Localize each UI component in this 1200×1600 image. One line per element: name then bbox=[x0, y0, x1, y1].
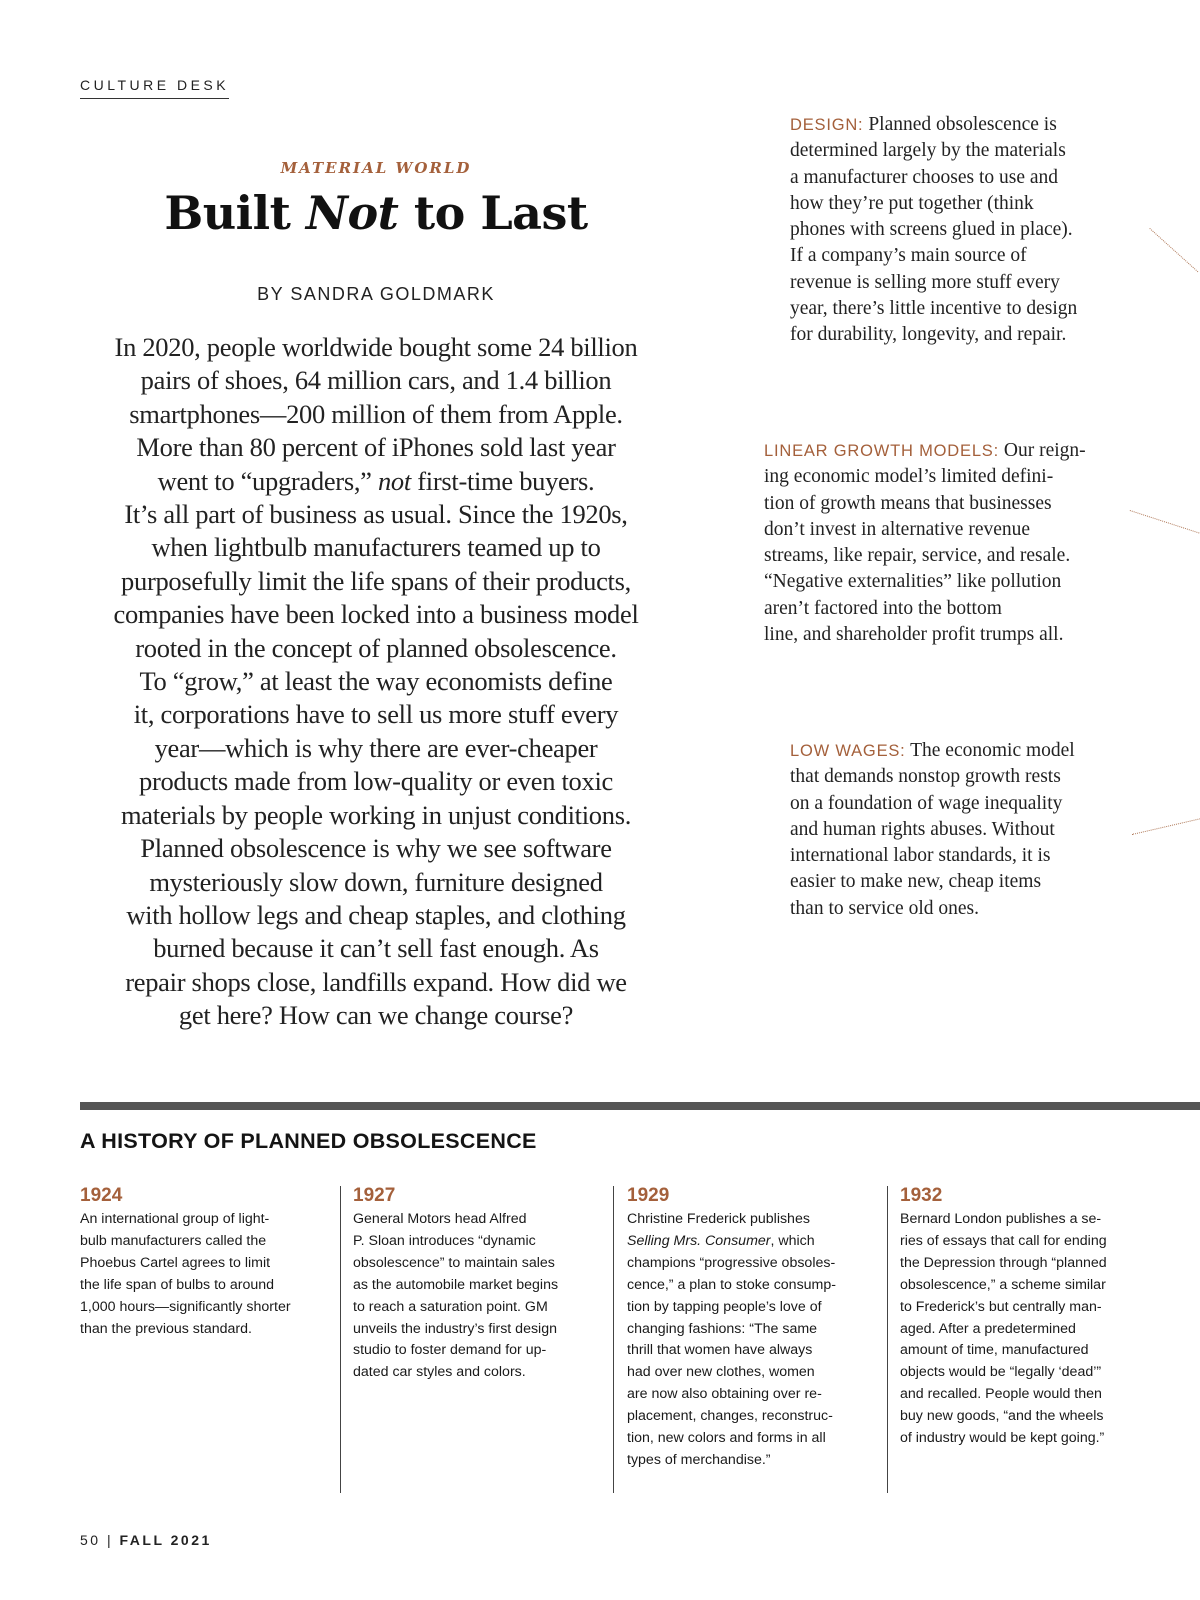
timeline-heading: A HISTORY OF PLANNED OBSOLESCENCE bbox=[80, 1129, 537, 1153]
event-line: aged. After a predetermined bbox=[900, 1320, 1076, 1337]
byline: BY SANDRA GOLDMARK bbox=[257, 284, 495, 304]
intro-line: To “grow,” at least the way economists define bbox=[139, 666, 613, 697]
leader-line bbox=[1130, 510, 1200, 534]
intro-line: rooted in the concept of planned obsolescence. bbox=[135, 632, 617, 663]
intro-paragraph bbox=[80, 331, 672, 1033]
event-line: Christine Frederick publishes bbox=[627, 1211, 810, 1227]
intro-line-end: first-time buyers. bbox=[410, 465, 595, 496]
event-line: to reach a saturation point. GM bbox=[353, 1298, 548, 1315]
event-line: of industry would be kept going.” bbox=[900, 1430, 1105, 1447]
event-line: types of merchandise.” bbox=[627, 1451, 771, 1468]
event-line: studio to foster demand for up- bbox=[353, 1342, 547, 1359]
callout-design bbox=[790, 112, 1077, 349]
callout-lead: DESIGN: bbox=[790, 116, 864, 134]
event-line: amount of time, manufactured bbox=[900, 1342, 1089, 1359]
event-text bbox=[900, 1209, 1148, 1450]
intro-line: It’s all part of business as usual. Since the 1920s, bbox=[124, 499, 628, 530]
callout-line: revenue is selling more stuff every bbox=[790, 271, 1060, 293]
intro-line: with hollow legs and cheap staples, and clothing bbox=[126, 899, 626, 930]
callout-line bbox=[790, 112, 1077, 138]
event-line: as the automobile market begins bbox=[353, 1276, 559, 1293]
event-line: tion by tapping people’s love of bbox=[627, 1298, 822, 1315]
column-divider bbox=[340, 1186, 341, 1493]
intro-line: it, corporations have to sell us more stuff every bbox=[133, 699, 619, 730]
intro-emphasis: not bbox=[377, 465, 411, 496]
column-divider bbox=[887, 1186, 888, 1493]
callout-line: that demands nonstop growth rests bbox=[790, 766, 1061, 788]
event-line: the Depression through “planned bbox=[900, 1254, 1107, 1271]
event-line: unveils the industry’s first design bbox=[353, 1320, 557, 1337]
page-number: 50 bbox=[80, 1532, 101, 1548]
section-divider bbox=[80, 1102, 1200, 1110]
event-line: dated car styles and colors. bbox=[353, 1364, 526, 1381]
event-line: obsolescence,” a scheme similar bbox=[900, 1276, 1106, 1293]
intro-line: burned because it can’t sell fast enough. As bbox=[153, 933, 599, 964]
event-line: had over new clothes, women bbox=[627, 1364, 815, 1381]
callout-text: The economic model bbox=[905, 740, 1075, 761]
event-line: An international group of light- bbox=[80, 1211, 270, 1227]
intro-line: when lightbulb manufacturers teamed up to bbox=[151, 532, 601, 563]
event-text bbox=[353, 1209, 601, 1384]
page-footer bbox=[80, 1532, 212, 1548]
event-line: and recalled. People would then bbox=[900, 1386, 1102, 1403]
timeline-event bbox=[353, 1185, 601, 1384]
callout-line: If a company’s main source of bbox=[790, 245, 1027, 267]
callout-line: ing economic model’s limited defini- bbox=[764, 466, 1054, 488]
callout-line: determined largely by the materials bbox=[790, 140, 1066, 162]
event-year: 1924 bbox=[80, 1185, 123, 1206]
timeline-event bbox=[80, 1185, 328, 1340]
event-line: bulb manufacturers called the bbox=[80, 1232, 267, 1249]
event-line: 1,000 hours—significantly shorter bbox=[80, 1298, 291, 1315]
issue-label: FALL 2021 bbox=[119, 1532, 212, 1548]
intro-line: products made from low-quality or even toxic bbox=[139, 766, 613, 797]
intro-line: smartphones—200 million of them from Apple. bbox=[129, 398, 623, 429]
event-line: than the previous standard. bbox=[80, 1320, 252, 1337]
book-title: Selling Mrs. Consumer bbox=[627, 1232, 771, 1249]
column-divider bbox=[613, 1186, 614, 1493]
callout-line bbox=[790, 738, 1075, 764]
intro-line: companies have been locked into a business model bbox=[113, 599, 639, 630]
event-line: objects would be “legally ‘dead’” bbox=[900, 1364, 1102, 1381]
callout-line: on a foundation of wage inequality bbox=[790, 792, 1063, 814]
section-label: CULTURE DESK bbox=[80, 77, 229, 99]
intro-line: materials by people working in unjust conditions. bbox=[120, 799, 632, 830]
event-year: 1929 bbox=[627, 1185, 670, 1206]
callout-line: don’t invest in alternative revenue bbox=[764, 518, 1031, 540]
event-line: changing fashions: “The same bbox=[627, 1320, 818, 1337]
callout-lead: LINEAR GROWTH MODELS: bbox=[764, 442, 999, 460]
callout-line: how they’re put together (think bbox=[790, 192, 1034, 214]
intro-line: In 2020, people worldwide bought some 24 billion bbox=[114, 332, 638, 362]
callout-line: tion of growth means that businesses bbox=[764, 492, 1052, 514]
event-line: P. Sloan introduces “dynamic bbox=[353, 1232, 536, 1249]
event-line: buy new goods, “and the wheels bbox=[900, 1408, 1104, 1425]
event-line: to Frederick’s but centrally man- bbox=[900, 1298, 1102, 1315]
callout-line: streams, like repair, service, and resale. bbox=[764, 545, 1071, 567]
timeline-event bbox=[900, 1185, 1148, 1450]
headline bbox=[80, 186, 672, 240]
callout-line: year, there’s little incentive to design bbox=[790, 298, 1078, 320]
callout-line: easier to make new, cheap items bbox=[790, 871, 1042, 893]
intro-line-start: went to “upgraders,” bbox=[157, 465, 378, 496]
event-line: Bernard London publishes a se- bbox=[900, 1211, 1102, 1227]
callout-linear-growth bbox=[764, 438, 1086, 648]
intro-line: purposefully limit the life spans of their products, bbox=[121, 565, 631, 596]
headline-end: to Last bbox=[413, 186, 588, 240]
callout-line: for durability, longevity, and repair. bbox=[790, 324, 1067, 346]
kicker: MATERIAL WORLD bbox=[280, 159, 472, 177]
leader-line bbox=[1132, 818, 1200, 835]
callout-lead: LOW WAGES: bbox=[790, 742, 906, 760]
leader-line bbox=[1149, 228, 1198, 272]
intro-line: Planned obsolescence is why we see software bbox=[140, 833, 612, 864]
callout-line: a manufacturer chooses to use and bbox=[790, 166, 1059, 188]
intro-line: get here? How can we change course? bbox=[178, 1000, 574, 1031]
callout-line: phones with screens glued in place). bbox=[790, 219, 1073, 241]
intro-line: repair shops close, landfills expand. How did we bbox=[125, 966, 627, 997]
timeline-event bbox=[627, 1185, 875, 1472]
event-line: the life span of bulbs to around bbox=[80, 1276, 275, 1293]
event-line: thrill that women have always bbox=[627, 1342, 813, 1359]
callout-low-wages bbox=[790, 738, 1075, 922]
footer-separator: | bbox=[106, 1532, 114, 1548]
event-line: General Motors head Alfred bbox=[353, 1211, 527, 1227]
event-line: placement, changes, reconstruc- bbox=[627, 1408, 833, 1425]
event-text bbox=[80, 1209, 328, 1340]
callout-line: international labor standards, it is bbox=[790, 845, 1051, 867]
event-line: Phoebus Cartel agrees to limit bbox=[80, 1254, 271, 1271]
intro-line: year—which is why there are ever-cheaper bbox=[154, 732, 598, 763]
intro-line: mysteriously slow down, furniture designed bbox=[149, 866, 603, 897]
event-line: champions “progressive obsoles- bbox=[627, 1254, 836, 1271]
headline-italic: Not bbox=[305, 186, 399, 240]
callout-line bbox=[764, 438, 1086, 464]
callout-text: Our reign- bbox=[999, 440, 1086, 461]
event-line: are now also obtaining over re- bbox=[627, 1386, 822, 1403]
callout-line: line, and shareholder profit trumps all. bbox=[764, 624, 1064, 646]
intro-line bbox=[80, 465, 672, 498]
callout-line: aren’t factored into the bottom bbox=[764, 597, 1002, 619]
callout-line: and human rights abuses. Without bbox=[790, 818, 1055, 840]
event-line-end: , which bbox=[770, 1232, 815, 1249]
headline-start: Built bbox=[164, 186, 291, 240]
event-line: ries of essays that call for ending bbox=[900, 1232, 1107, 1249]
event-year: 1927 bbox=[353, 1185, 396, 1206]
callout-text: Planned obsolescence is bbox=[863, 114, 1057, 135]
intro-line: More than 80 percent of iPhones sold last year bbox=[136, 432, 616, 463]
intro-line: pairs of shoes, 64 million cars, and 1.4 billion bbox=[140, 365, 612, 396]
event-line: cence,” a plan to stoke consump- bbox=[627, 1276, 836, 1293]
callout-line: “Negative externalities” like pollution bbox=[764, 571, 1062, 593]
event-line: obsolescence” to maintain sales bbox=[353, 1254, 555, 1271]
event-line bbox=[627, 1231, 875, 1253]
event-text bbox=[627, 1209, 875, 1472]
callout-line: than to service old ones. bbox=[790, 897, 979, 919]
event-line: tion, new colors and forms in all bbox=[627, 1430, 826, 1447]
event-year: 1932 bbox=[900, 1185, 943, 1206]
